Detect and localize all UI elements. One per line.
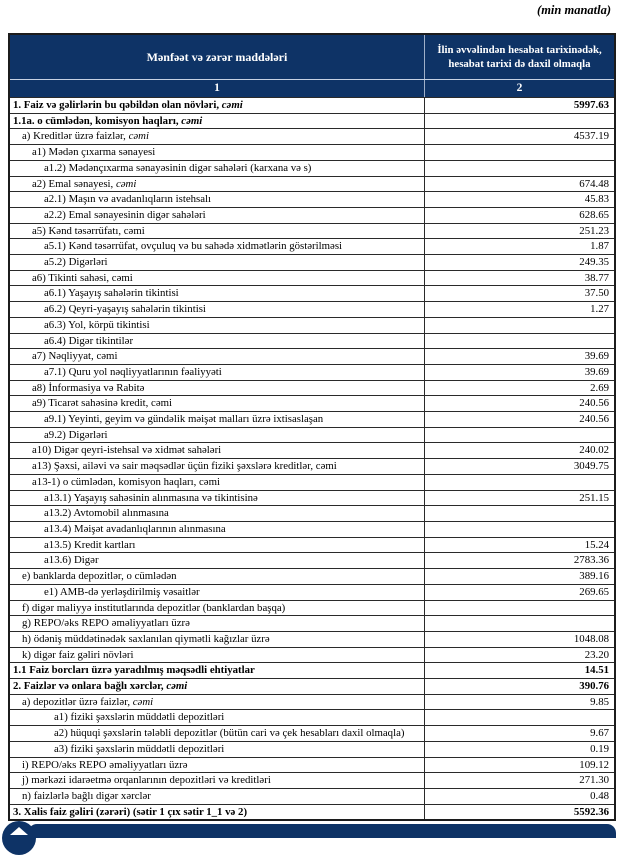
row-value	[425, 601, 614, 616]
mountain-icon	[10, 827, 28, 835]
row-label: 3. Xalis faiz gəliri (zərəri) (sətir 1 çıx sətir 1_1 və 2)	[10, 805, 425, 820]
row-value: 674.48	[579, 177, 609, 190]
table-row	[10, 615, 614, 631]
table-row	[10, 521, 614, 537]
table-row	[10, 191, 614, 207]
row-value: 5592.36	[573, 805, 609, 818]
row-value: 38.77	[584, 271, 609, 284]
row-label: a13.5) Kredit kartları	[10, 538, 425, 553]
row-label: a13) Şəxsi, ailəvi və sair məqsədlər üçün fiziki şəxslərə kreditlər, cəmi	[10, 459, 425, 474]
row-label: a1) fiziki şəxslərin müddətli depozitləri	[10, 710, 425, 725]
table-row	[10, 270, 614, 286]
table-row	[10, 238, 614, 254]
table-row	[10, 490, 614, 506]
row-value: 9.67	[590, 727, 609, 740]
column-number-row	[10, 79, 614, 97]
row-value	[425, 161, 614, 176]
row-label: g) REPO/əks REPO əməliyyatları üzrə	[10, 616, 425, 631]
row-value: 2.69	[590, 381, 609, 394]
table-row	[10, 254, 614, 270]
table-row	[10, 552, 614, 568]
row-value: 249.35	[579, 256, 609, 269]
row-value	[425, 428, 614, 443]
col2-number: 2	[516, 82, 523, 94]
col2-header-line1: İlin əvvəlindən hesabat tarixinədək,	[437, 43, 602, 56]
row-value	[425, 522, 614, 537]
row-label: a10) Digər qeyri-istehsal və xidmət sahələri	[10, 443, 425, 458]
row-label: a1.2) Mədənçıxarma sənayəsinin digər sahələri (karxana və s)	[10, 161, 425, 176]
table-row	[10, 301, 614, 317]
row-label: a) depozitlər üzrə faizlər, cəmi	[10, 695, 425, 710]
row-value: 1048.08	[573, 632, 609, 645]
table-row	[10, 631, 614, 647]
row-value: 1.27	[590, 303, 609, 316]
row-label: a6.4) Digər tikintilər	[10, 334, 425, 349]
row-label: a) Kreditlər üzrə faizlər, cəmi	[10, 129, 425, 144]
table-row	[10, 804, 614, 820]
row-label: a13.4) Məişət avadanlıqlarının alınmasına	[10, 522, 425, 537]
row-value: 240.02	[579, 444, 609, 457]
row-value: 109.12	[579, 758, 609, 771]
table-row	[10, 113, 614, 129]
table-row	[10, 725, 614, 741]
table-row	[10, 584, 614, 600]
row-value: 15.24	[584, 538, 609, 551]
row-value: 39.69	[584, 365, 609, 378]
row-value: 5997.63	[573, 99, 609, 111]
row-label: a13.2) Avtomobil alınmasına	[10, 506, 425, 521]
table-row	[10, 647, 614, 663]
row-label: a5.2) Digərləri	[10, 255, 425, 270]
row-label: a7) Nəqliyyat, cəmi	[10, 349, 425, 364]
row-label: a3) fiziki şəxslərin müddətli depozitləri	[10, 742, 425, 757]
row-value: 269.65	[579, 585, 609, 598]
table-row	[10, 427, 614, 443]
row-value: 2783.36	[573, 554, 609, 567]
table-row	[10, 568, 614, 584]
row-label: 1. Faiz və gəlirlərin bu qəbildən olan növləri, cəmi	[10, 98, 425, 113]
row-label: a1) Mədən çıxarma sənayesi	[10, 145, 425, 160]
profit-loss-table	[8, 33, 616, 821]
row-value	[425, 334, 614, 349]
table-row	[10, 600, 614, 616]
table-header-row	[10, 35, 614, 79]
row-label: 1.1 Faiz borcları üzrə yaradılmış məqsədli ehtiyatlar	[10, 663, 425, 678]
row-value	[425, 475, 614, 490]
table-row	[10, 395, 614, 411]
table-row	[10, 442, 614, 458]
row-label: a13.1) Yaşayış sahəsinin alınmasına və tikintisinə	[10, 491, 425, 506]
row-label: a2.1) Maşın və avadanlıqların istehsalı	[10, 192, 425, 207]
row-label: 1.1a. o cümlədən, komisyon haqları, cəmi	[10, 114, 425, 129]
table-row	[10, 678, 614, 694]
row-label: a7.1) Quru yol nəqliyyatlarının fəaliyyəti	[10, 365, 425, 380]
table-row	[10, 317, 614, 333]
col2-header-line2: hesabat tarixi də daxil olmaqla	[448, 58, 591, 70]
table-row	[10, 348, 614, 364]
row-value	[425, 506, 614, 521]
row-label: a13-1) o cümlədən, komisyon haqları, cəmi	[10, 475, 425, 490]
row-label: a13.6) Digər	[10, 553, 425, 568]
row-label: a9.2) Digərləri	[10, 428, 425, 443]
row-value	[425, 710, 614, 725]
col1-number: 1	[10, 80, 425, 97]
row-label: 2. Faizlər və onlara bağlı xərclər, cəmi	[10, 679, 425, 694]
row-value: 1.87	[590, 240, 609, 253]
row-value: 0.19	[590, 742, 609, 755]
row-label: e1) AMB-də yerləşdirilmiş vəsaitlər	[10, 585, 425, 600]
row-value: 4537.19	[573, 130, 609, 143]
row-label: a5) Kənd təsərrüfatı, cəmi	[10, 224, 425, 239]
row-label: n) faizlərlə bağlı digər xərclər	[10, 789, 425, 804]
row-value: 9.85	[590, 695, 609, 708]
table-row	[10, 364, 614, 380]
row-value: 14.51	[584, 664, 609, 677]
table-row	[10, 207, 614, 223]
table-body	[10, 97, 614, 819]
row-label: a5.1) Kənd təsərrüfat, ovçuluq və bu sahədə xidmətlərin göstərilməsi	[10, 239, 425, 254]
table-row	[10, 788, 614, 804]
table-row	[10, 458, 614, 474]
row-value	[425, 114, 614, 129]
table-row	[10, 223, 614, 239]
col1-header: Mənfəət və zərər maddələri	[10, 35, 425, 79]
table-row	[10, 505, 614, 521]
table-row	[10, 411, 614, 427]
row-label: a9) Ticarət sahəsinə kredit, cəmi	[10, 396, 425, 411]
row-value: 390.76	[579, 680, 609, 693]
row-value: 240.56	[579, 413, 609, 426]
row-label: a2) Emal sənayesi, cəmi	[10, 177, 425, 192]
row-value: 389.16	[579, 570, 609, 583]
unit-note: (min manatla)	[537, 3, 611, 17]
row-label: a6) Tikinti sahəsi, cəmi	[10, 271, 425, 286]
row-value: 240.56	[579, 397, 609, 410]
row-label: j) mərkəzi idarəetmə orqanlarının depozitləri və kreditləri	[10, 773, 425, 788]
table-row	[10, 285, 614, 301]
table-row	[10, 176, 614, 192]
row-value: 251.23	[579, 224, 609, 237]
row-value: 45.83	[584, 193, 609, 206]
row-value	[425, 318, 614, 333]
row-label: a6.2) Qeyri-yaşayış sahələrin tikintisi	[10, 302, 425, 317]
row-label: f) digər maliyyə institutlarında depozitlər (banklardan başqa)	[10, 601, 425, 616]
row-value: 271.30	[579, 774, 609, 787]
table-row	[10, 537, 614, 553]
row-label: h) ödəniş müddətinədək saxlanılan qiymətli kağızlar üzrə	[10, 632, 425, 647]
table-row	[10, 160, 614, 176]
row-label: a2) hüquqi şəxslərin tələbli depozitlər (bütün cari və çek hesabları daxil olmaqla)	[10, 726, 425, 741]
table-row	[10, 757, 614, 773]
table-row	[10, 741, 614, 757]
row-value: 3049.75	[573, 460, 609, 473]
row-label: a2.2) Emal sənayesinin digər sahələri	[10, 208, 425, 223]
row-value: 23.20	[584, 648, 609, 661]
col2-header	[425, 35, 614, 79]
table-row	[10, 662, 614, 678]
table-row	[10, 128, 614, 144]
row-value: 37.50	[584, 287, 609, 300]
row-label: a6.3) Yol, körpü tikintisi	[10, 318, 425, 333]
table-row	[10, 709, 614, 725]
table-row	[10, 144, 614, 160]
row-label: e) banklarda depozitlər, o cümlədən	[10, 569, 425, 584]
row-value	[425, 616, 614, 631]
table-row	[10, 694, 614, 710]
table-row	[10, 474, 614, 490]
row-label: a6.1) Yaşayış sahələrin tikintisi	[10, 286, 425, 301]
row-value: 0.48	[590, 789, 609, 802]
table-row	[10, 333, 614, 349]
row-value: 39.69	[584, 350, 609, 363]
row-value: 628.65	[579, 208, 609, 221]
row-value: 251.15	[579, 491, 609, 504]
row-label: k) digər faiz gəliri növləri	[10, 648, 425, 663]
table-row	[10, 380, 614, 396]
row-label: a9.1) Yeyinti, geyim və gündəlik məişət malları üzrə ixtisaslaşan	[10, 412, 425, 427]
row-label: i) REPO/əks REPO əməliyyatları üzrə	[10, 758, 425, 773]
table-row	[10, 772, 614, 788]
row-value	[425, 145, 614, 160]
table-row	[10, 97, 614, 113]
row-label: a8) İnformasiya və Rabitə	[10, 381, 425, 396]
